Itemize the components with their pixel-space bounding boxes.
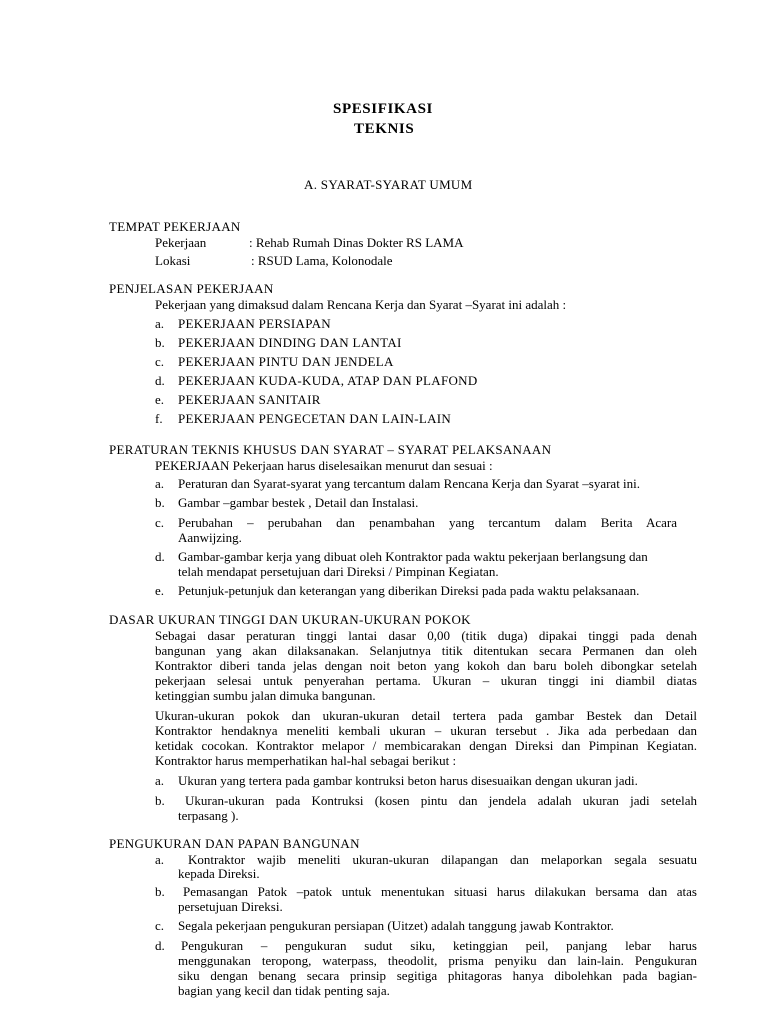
list-marker: b. xyxy=(155,335,165,350)
list-item-continuation: kepada Direksi. xyxy=(178,866,260,881)
list-marker: d. xyxy=(155,938,165,953)
paragraph-line: pekerjaan selesai untuk penyerahan pertama. Ukuran – ukuran tinggi ini diambil diatas xyxy=(155,673,697,688)
list-marker: c. xyxy=(155,515,165,530)
pekerjaan-label: Pekerjaan xyxy=(155,235,207,250)
list-marker: e. xyxy=(155,583,165,598)
list-item: Ukuran-ukuran pada Kontruksi (kosen pintu dan jendela adalah ukuran jadi setelah xyxy=(185,793,697,808)
list-item: PEKERJAAN PERSIAPAN xyxy=(178,316,331,331)
paragraph-line: Kontraktor harus memperhatikan hal-hal sebagai berikut : xyxy=(155,753,457,768)
list-item: Gambar-gambar kerja yang dibuat oleh Kontraktor pada waktu pekerjaan berlangsung dan xyxy=(178,549,648,564)
list-item-continuation: bagian yang kecil dan tidak penting saja. xyxy=(178,983,390,998)
list-item: PEKERJAAN PENGECETAN DAN LAIN-LAIN xyxy=(178,411,452,426)
paragraph-line: Ukuran-ukuran pokok dan ukuran-ukuran detail tertera pada gambar Bestek dan Detail xyxy=(155,708,697,723)
paragraph-line: Kontraktor hendaknya meneliti kembali ukuran – ukuran tersebut . Jika ada perbedaan dan xyxy=(155,723,697,738)
dasar-heading: DASAR UKURAN TINGGI DAN UKURAN-UKURAN POKOK xyxy=(109,612,471,627)
list-item: PEKERJAAN DINDING DAN LANTAI xyxy=(178,335,402,350)
peraturan-intro: PEKERJAAN Pekerjaan harus diselesaikan menurut dan sesuai : xyxy=(155,458,493,473)
list-item: Gambar –gambar bestek , Detail dan Instalasi. xyxy=(178,495,419,510)
list-marker: a. xyxy=(155,476,165,491)
document-title-line1: SPESIFIKASI xyxy=(333,101,433,117)
list-marker: a. xyxy=(155,773,165,788)
list-item: PEKERJAAN KUDA-KUDA, ATAP DAN PLAFOND xyxy=(178,373,478,388)
list-item-continuation: Aanwijzing. xyxy=(178,530,242,545)
document-title-line2: TEKNIS xyxy=(354,121,415,137)
list-item: PEKERJAAN SANITAIR xyxy=(178,392,321,407)
list-marker: d. xyxy=(155,373,165,388)
paragraph-line: Kontraktor diberi tanda jelas dengan noit beton yang kokoh dan baru boleh dibongkar setelah xyxy=(155,658,697,673)
list-item: PEKERJAAN PINTU DAN JENDELA xyxy=(178,354,394,369)
list-item: Ukuran yang tertera pada gambar kontruksi beton harus disesuaikan dengan ukuran jadi. xyxy=(178,773,638,788)
list-marker: a. xyxy=(155,852,165,867)
penjelasan-intro: Pekerjaan yang dimaksud dalam Rencana Kerja dan Syarat –Syarat ini adalah : xyxy=(155,297,567,312)
paragraph-line: Sebagai dasar peraturan tinggi lantai dasar 0,00 (titik duga) dipakai tinggi pada denah xyxy=(155,628,697,643)
list-item: Kontraktor wajib meneliti ukuran-ukuran dilapangan dan melaporkan segala sesuatu xyxy=(188,852,697,867)
list-item: Petunjuk-petunjuk dan keterangan yang diberikan Direksi pada pada waktu pelaksanaan. xyxy=(178,583,640,598)
list-marker: b. xyxy=(155,495,165,510)
list-item: Peraturan dan Syarat-syarat yang tercantum dalam Rencana Kerja dan Syarat –syarat ini. xyxy=(178,476,641,491)
peraturan-heading: PERATURAN TEKNIS KHUSUS DAN SYARAT – SYARAT PELAKSANAAN xyxy=(109,442,552,457)
pengukuran-heading: PENGUKURAN DAN PAPAN BANGUNAN xyxy=(109,836,360,851)
list-marker: a. xyxy=(155,316,165,331)
lokasi-value: : RSUD Lama, Kolonodale xyxy=(251,253,393,268)
list-marker: d. xyxy=(155,549,165,564)
penjelasan-heading: PENJELASAN PEKERJAAN xyxy=(109,281,274,296)
list-item: Pemasangan Patok –patok untuk menentukan situasi harus dilakukan bersama dan atas xyxy=(183,884,697,899)
paragraph-line: ketinggian sumbu jalan dimuka bangunan. xyxy=(155,688,376,703)
list-marker: f. xyxy=(155,411,163,426)
list-marker: b. xyxy=(155,793,165,808)
pekerjaan-value: : Rehab Rumah Dinas Dokter RS LAMA xyxy=(249,235,464,250)
list-item: Perubahan – perubahan dan penambahan yang tercantum dalam Berita Acara xyxy=(178,515,677,530)
list-item-continuation: persetujuan Direksi. xyxy=(178,899,283,914)
list-marker: e. xyxy=(155,392,165,407)
tempat-heading: TEMPAT PEKERJAAN xyxy=(109,219,241,234)
list-marker: c. xyxy=(155,918,165,933)
list-item-continuation: menggunakan teropong, waterpass, theodolit, prisma penyiku dan lain-lain. Pengukuran xyxy=(178,953,697,968)
paragraph-line: bangunan yang akan dilaksanakan. Selanjutnya titik ditentukan secara Permanen dan oleh xyxy=(155,643,697,658)
section-a-heading: A. SYARAT-SYARAT UMUM xyxy=(304,177,473,192)
list-item-continuation: terpasang ). xyxy=(178,808,239,823)
list-marker: c. xyxy=(155,354,165,369)
list-item-continuation: telah mendapat persetujuan dari Direksi / Pimpinan Kegiatan. xyxy=(178,564,499,579)
lokasi-label: Lokasi xyxy=(155,253,191,268)
list-item: Pengukuran – pengukuran sudut siku, ketinggian peil, panjang lebar harus xyxy=(181,938,697,953)
list-item-continuation: siku dengan benang secara prinsip segitiga phitagoras hanya dibolehkan pada bagian- xyxy=(178,968,697,983)
list-marker: b. xyxy=(155,884,165,899)
paragraph-line: ketidak cocokan. Kontraktor melapor / membicarakan dengan Direksi dan Pimpinan Kegiatan. xyxy=(155,738,697,753)
list-item: Segala pekerjaan pengukuran persiapan (Uitzet) adalah tanggung jawab Kontraktor. xyxy=(178,918,614,933)
